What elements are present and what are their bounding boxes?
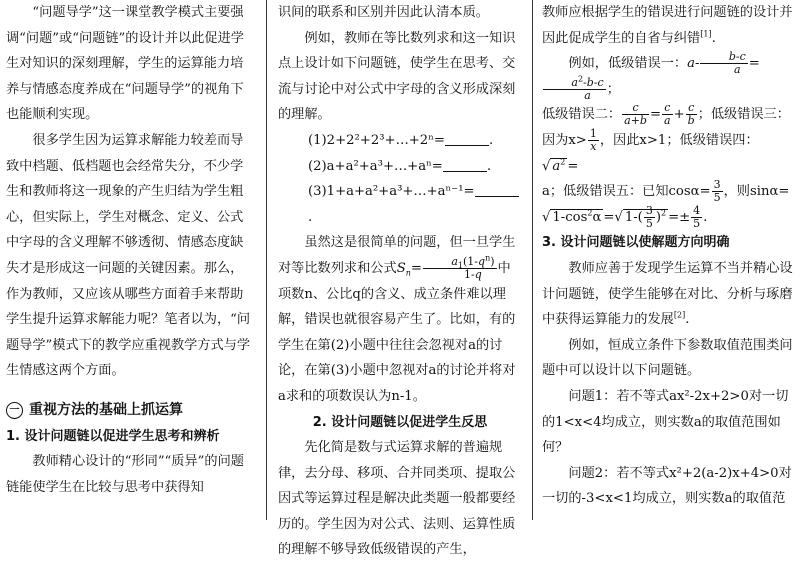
paragraph: 虽然这是很简单的问题，但一旦学生对等比数列求和公式$S_n=$ $\frac{a_1(1-q^n)}{1-q}$ 中项数n、公比q的含义、成立条件难以理解，错误也就很容易产生了。比如，有的学生在第(2)小题中往往会忽视对a的讨论，在第(3)小题中忽视对a的讨论并将对a求和的项数误认为n-1。	[278, 235, 516, 404]
paragraph: 例如，恒成立条件下参数取值范围类问题中可以设计以下问题链。	[542, 337, 793, 379]
answer-blank	[445, 133, 489, 146]
subsection-title: 1. 设计问题链以促进学生思考和辨析	[6, 428, 220, 444]
column-1	[6, 0, 256, 520]
answer-blank	[443, 159, 487, 172]
citation: [2]	[673, 310, 686, 320]
paragraph: 教师应善于发现学生运算不当并精心设计问题链，使学生能够在对比、分析与琢磨中获得运算能力的发展[2].	[542, 260, 793, 328]
sum-formula: $\frac{a_1(1-q^n)}{1-q}$	[423, 256, 497, 281]
paragraph: 教师应根据学生的错误进行问题链的设计并因此促成学生的自省与纠错[1].	[542, 5, 793, 46]
paragraph: 例如，教师在等比数列求和这一知识点上设计如下问题链，使学生在思考、交流与讨论中对公式中字母的含义形成深刻的理解。	[278, 30, 516, 123]
text-run: 教师应根据学生的错误进行问题链的设计并因此促成学生的自省与纠错	[542, 5, 793, 46]
error-example-2: 低级错误二： $\frac{c}{a+b}$ = $\frac{c}{a}$ + $\frac{c}{b}$ ；低级错误三：	[542, 101, 790, 128]
equation-text: (2)a+a²+a³+…+a	[308, 158, 427, 174]
text-run: 低级错误二：	[542, 107, 622, 123]
subsection-title: 2. 设计问题链以促进学生反思	[312, 414, 488, 430]
text-run: 例如，低级错误一：	[568, 56, 688, 72]
text-run: ；低级错误三：	[697, 107, 790, 123]
equation-3: (3)1+a+a²+a³+…+aⁿ⁻¹=.	[278, 179, 522, 230]
paragraph: 很多学生因为运算求解能力较差而导致中档题、低档题也会经常失分，不少学生和教师将这一现象的产生归结为学生粗心，但实际上，学生对概念、定义、公式中字母的含义理解不够透彻、情感态度缺失才是形成这一问题的关键因素。那么，作为教师，又应该从哪些方面着手来帮助学生提升运算求解能力呢？笔者以为，“问题导学”模式下的教学应重视教学方式与学生情感这两个方面。	[6, 132, 251, 379]
text-run: 因为x>	[542, 132, 587, 148]
paragraph: 教师精心设计的“形同”“质异”的问题链能使学生在比较与思考中获得知	[6, 454, 244, 495]
text-run: 中项数n、公比q的含义、成立条件难以理解，错误也就很容易产生了。比如，有的学生在第(2)小题中往往会忽视对a的讨论，在第(3)小题中忽视对a的讨论并将对a求和的项数误认为n-1。	[278, 260, 516, 404]
column-2	[278, 0, 522, 558]
text-run: 虽然这是很简单的问题，但一旦学生对等比数列求和公式	[278, 235, 516, 276]
equation-text: (3)1+a+a²+a³+…+a	[308, 184, 446, 200]
section-title: 重视方法的基础上抓运算	[29, 401, 183, 418]
column-divider	[266, 0, 267, 520]
equation-text: ⁿ=	[426, 158, 443, 174]
text-run: ，则sinα=	[723, 184, 790, 200]
paragraph: 识间的联系和区别并因此认清本质。	[278, 5, 489, 20]
question-1: 问题1：若不等式ax²-2x+2>0对一切的1<x<4均成立，则实数a的取值范围如何？	[542, 388, 789, 456]
equation-1: (1)2+2²+2³+…+2ⁿ= .	[308, 132, 494, 148]
column-divider	[532, 0, 533, 520]
subsection-title: 3. 设计问题链以使解题方向明确	[542, 235, 730, 251]
equation-text: ⁿ⁻¹=	[445, 184, 475, 200]
equation-2: (2)a+a²+a³+…+aⁿ= .	[308, 158, 492, 174]
equation-text: (1)2+2²+2³+…+2ⁿ=	[308, 132, 445, 148]
text-run: 教师应善于发现学生运算不当并精心设计问题链，使学生能够在对比、分析与琢磨中获得运算能力的发展	[542, 260, 793, 328]
question-2: 问题2：若不等式x²+2(a-2)x+4>0对一切的-3<x<1均成立，则实数a的取值范	[542, 465, 792, 507]
text-run: ，因此x>1；低级错误四：	[599, 132, 759, 148]
paragraph: “问题导学”这一课堂教学模式主要强调“问题”或“问题链”的设计并以此促进学生对知识的深刻理解，学生的运算能力培养与情感态度养成在“问题导学”的视角下也能顺利实现。	[6, 5, 244, 123]
error-example-5-result: √ $1-\cos^2\alpha$ =√ 1-( $\frac{3}{5}$ )$^2$ =± $\frac{4}{5}$ .	[542, 203, 708, 230]
citation: [1]	[700, 29, 712, 39]
column-3	[542, 0, 794, 520]
text-run: a；低级错误五：已知cosα=	[542, 184, 711, 200]
paragraph: 先化简是数与式运算求解的普遍规律，去分母、移项、合并同类项、提取公因式等运算过程是解决此类题一般都要经历的。学生因为对公式、法则、运算性质的理解不够导致低级错误的产生，	[278, 440, 516, 558]
answer-blank	[475, 184, 519, 197]
error-example-5: a；低级错误五：已知cosα= $\frac{3}{5}$ ，则sinα=	[542, 178, 790, 205]
error-example-4: 因为x> $\frac{1}{x}$ ，因此x>1；低级错误四：√ $a^2$ =	[542, 126, 759, 174]
circled-number-icon: 一	[6, 402, 23, 419]
section-heading	[6, 398, 256, 424]
error-example-1: 例如，低级错误一：a- $\frac{b-c}{a}$ = $\frac{a^2-b-c}{a}$ ；	[542, 51, 794, 102]
text-run: =±	[668, 209, 691, 225]
